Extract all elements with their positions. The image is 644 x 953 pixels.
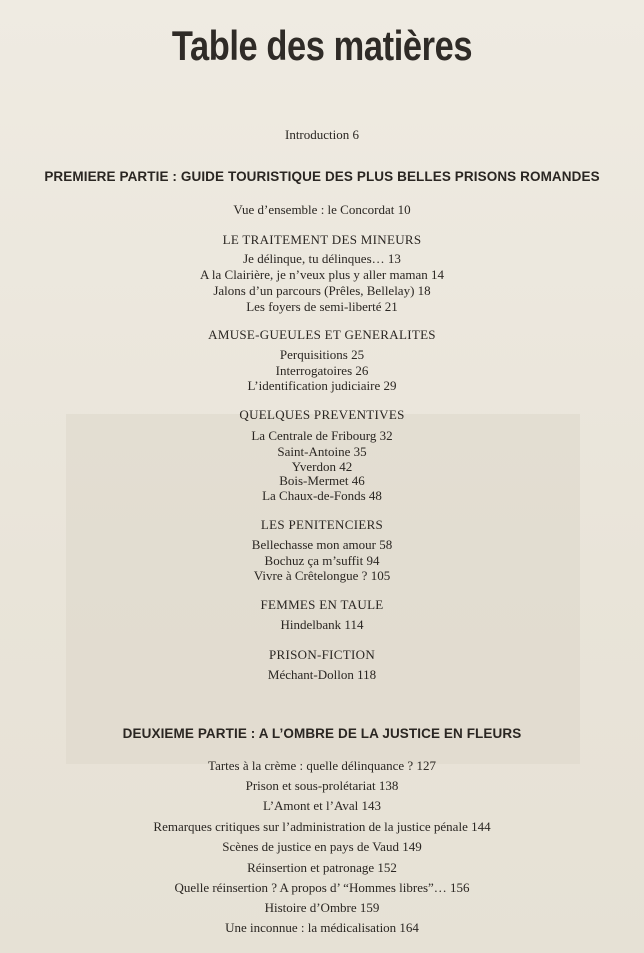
toc-entry: Quelle réinsertion ? A propos d’ “Hommes libres”… 156 (174, 880, 470, 895)
toc-entry: Bochuz ça m’suffit 94 (264, 553, 380, 568)
toc-entry: Yverdon 42 (291, 459, 353, 474)
toc-entry: Hindelbank 114 (280, 617, 364, 632)
toc-entry: Perquisitions 25 (279, 347, 365, 362)
toc-entry: Saint-Antoine 35 (277, 444, 367, 459)
toc-entry: Remarques critiques sur l’administration de la justice pénale 144 (153, 819, 491, 834)
toc-entry: Les foyers de semi-liberté 21 (246, 299, 398, 314)
toc-entry: Interrogatoires 26 (275, 363, 369, 378)
toc-entry: La Centrale de Fribourg 32 (251, 428, 393, 443)
section-heading: LE TRAITEMENT DES MINEURS (222, 232, 422, 247)
page-title: Table des matières (171, 22, 473, 69)
toc-entry: Bois-Mermet 46 (279, 473, 365, 488)
toc-entry: Je délinque, tu délinques… 13 (243, 251, 401, 266)
toc-entry-introduction: Introduction 6 (284, 127, 359, 142)
toc-entry: Tartes à la crème : quelle délinquance ? 127 (208, 758, 436, 773)
section-heading: PRISON-FICTION (268, 647, 376, 662)
toc-entry: Scènes de justice en pays de Vaud 149 (222, 839, 422, 854)
toc-entry: L’identification judiciaire 29 (247, 378, 397, 393)
toc-entry: Prison et sous-prolétariat 138 (245, 778, 399, 793)
part1-heading: PREMIERE PARTIE : GUIDE TOURISTIQUE DES PLUS BELLES PRISONS ROMANDES (44, 169, 600, 184)
toc-entry: Jalons d’un parcours (Prêles, Bellelay) 18 (213, 283, 431, 298)
toc-entry: Réinsertion et patronage 152 (247, 860, 397, 875)
toc-entry: Vivre à Crêtelongue ? 105 (253, 568, 391, 583)
section-heading: AMUSE-GUEULES ET GENERALITES (208, 327, 436, 342)
section-heading: FEMMES EN TAULE (260, 597, 384, 612)
toc-entry-overview: Vue d’ensemble : le Concordat 10 (233, 202, 411, 217)
section-heading: QUELQUES PREVENTIVES (239, 407, 405, 422)
toc-entry: La Chaux-de-Fonds 48 (262, 488, 382, 503)
toc-entry: L’Amont et l’Aval 143 (262, 798, 382, 813)
toc-entry: A la Clairière, je n’veux plus y aller maman 14 (199, 267, 445, 282)
toc-entry: Histoire d’Ombre 159 (264, 900, 380, 915)
toc-entry: Méchant-Dollon 118 (267, 667, 377, 682)
toc-entry: Une inconnue : la médicalisation 164 (225, 920, 419, 935)
part2-heading: DEUXIEME PARTIE : A L’OMBRE DE LA JUSTICE EN FLEURS (122, 726, 522, 741)
section-heading: LES PENITENCIERS (260, 517, 384, 532)
toc-entry: Bellechasse mon amour 58 (251, 537, 393, 552)
